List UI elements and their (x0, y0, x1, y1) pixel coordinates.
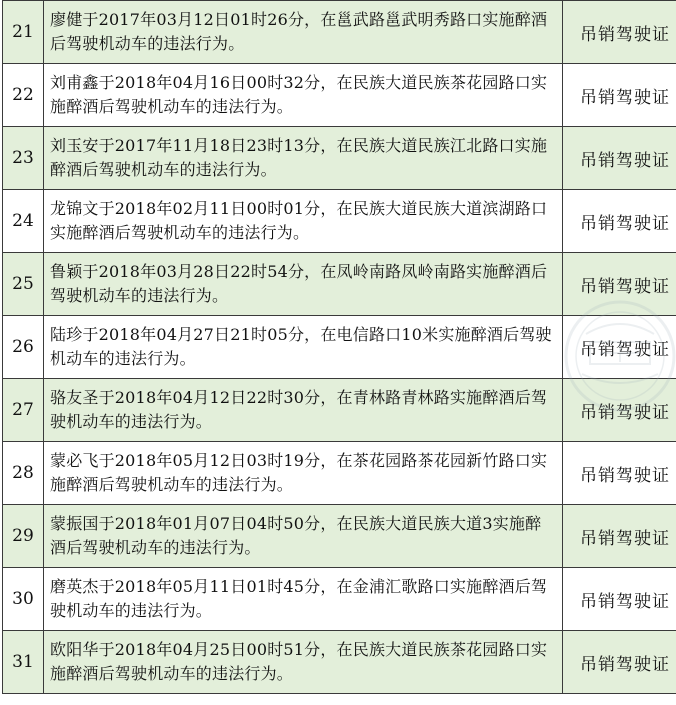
violation-description: 刘甫鑫于2018年04月16日00时32分，在民族大道民族茶花园路口实施醉酒后驾驶机动车的违法行为。 (44, 64, 563, 127)
table-row (3, 190, 676, 253)
violation-description: 欧阳华于2018年04月25日00时51分，在民族大道民族茶花园路口实施醉酒后驾驶机动车的违法行为。 (44, 631, 563, 694)
penalty-cell: 吊销驾驶证 (563, 64, 676, 127)
violation-description: 蒙振国于2018年01月07日04时50分，在民族大道民族大道3实施醉酒后驾驶机动车的违法行为。 (44, 505, 563, 568)
row-number: 26 (3, 316, 44, 379)
row-number: 21 (3, 1, 44, 64)
penalty-cell: 吊销驾驶证 (563, 316, 676, 379)
table-row (3, 379, 676, 442)
penalty-cell: 吊销驾驶证 (563, 127, 676, 190)
table-row (3, 1, 676, 64)
violation-description: 陆珍于2018年04月27日21时05分，在电信路口10米实施醉酒后驾驶机动车的违法行为。 (44, 316, 563, 379)
row-number: 24 (3, 190, 44, 253)
penalty-cell: 吊销驾驶证 (563, 379, 676, 442)
violation-description: 骆友圣于2018年04月12日22时30分，在青林路青林路实施醉酒后驾驶机动车的违法行为。 (44, 379, 563, 442)
violation-description: 鲁颖于2018年03月28日22时54分，在凤岭南路凤岭南路实施醉酒后驾驶机动车的违法行为。 (44, 253, 563, 316)
table-row (3, 127, 676, 190)
penalty-cell: 吊销驾驶证 (563, 631, 676, 694)
table-row (3, 568, 676, 631)
row-number: 31 (3, 631, 44, 694)
table-row (3, 442, 676, 505)
penalty-cell: 吊销驾驶证 (563, 1, 676, 64)
penalty-cell: 吊销驾驶证 (563, 568, 676, 631)
table-row (3, 64, 676, 127)
table-row (3, 631, 676, 694)
violation-description: 刘玉安于2017年11月18日23时13分，在民族大道民族江北路口实施醉酒后驾驶机动车的违法行为。 (44, 127, 563, 190)
row-number: 23 (3, 127, 44, 190)
penalty-cell: 吊销驾驶证 (563, 253, 676, 316)
violation-description: 蒙必飞于2018年05月12日03时19分，在茶花园路茶花园新竹路口实施醉酒后驾驶机动车的违法行为。 (44, 442, 563, 505)
row-number: 29 (3, 505, 44, 568)
row-number: 25 (3, 253, 44, 316)
violations-table (2, 0, 676, 694)
table-row (3, 316, 676, 379)
table-row (3, 505, 676, 568)
violation-description: 廖健于2017年03月12日01时26分，在邕武路邕武明秀路口实施醉酒后驾驶机动车的违法行为。 (44, 1, 563, 64)
violation-description: 龙锦文于2018年02月11日00时01分，在民族大道民族大道滨湖路口实施醉酒后驾驶机动车的违法行为。 (44, 190, 563, 253)
row-number: 27 (3, 379, 44, 442)
violation-description: 磨英杰于2018年05月11日01时45分，在金浦汇歌路口实施醉酒后驾驶机动车的违法行为。 (44, 568, 563, 631)
penalty-cell: 吊销驾驶证 (563, 190, 676, 253)
table-body (3, 1, 676, 694)
penalty-cell: 吊销驾驶证 (563, 505, 676, 568)
penalty-cell: 吊销驾驶证 (563, 442, 676, 505)
row-number: 22 (3, 64, 44, 127)
row-number: 28 (3, 442, 44, 505)
table-row (3, 253, 676, 316)
row-number: 30 (3, 568, 44, 631)
